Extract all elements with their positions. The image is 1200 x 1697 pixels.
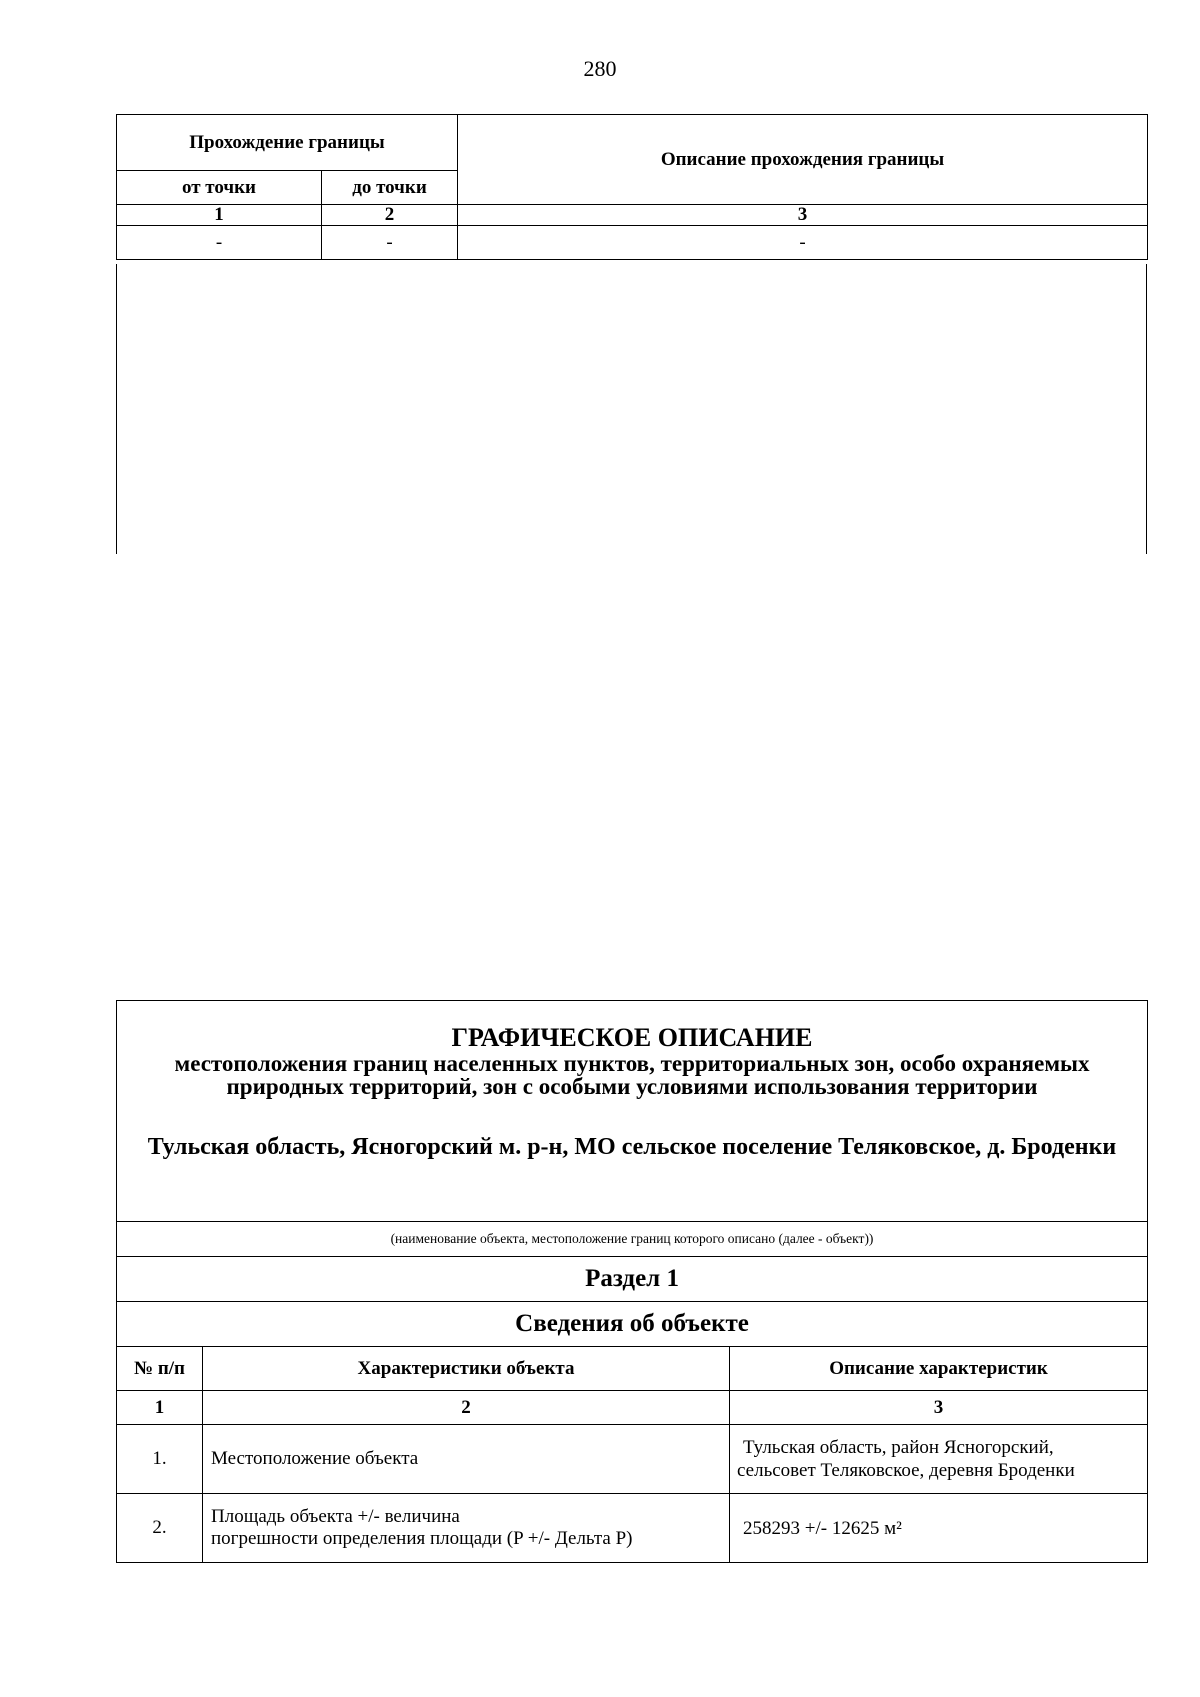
object-location-title: Тульская область, Ясногорский м. р-н, МО сельское поселение Теляковское, д. Броденки bbox=[147, 1134, 1117, 1160]
boundary-table-empty-area bbox=[116, 264, 1147, 554]
column-header-description: Описание характеристик bbox=[730, 1347, 1148, 1391]
section-heading: Раздел 1 bbox=[117, 1257, 1148, 1302]
table-cell: - bbox=[322, 226, 458, 260]
object-caption: (наименование объекта, местоположение границ которого описано (далее - объект)) bbox=[117, 1222, 1148, 1257]
header-to-point: до точки bbox=[322, 171, 458, 205]
row-description: 258293 +/- 12625 м² bbox=[730, 1494, 1148, 1563]
column-header-number: № п/п bbox=[117, 1347, 203, 1391]
table-cell: - bbox=[458, 226, 1148, 260]
column-number: 3 bbox=[730, 1391, 1148, 1425]
column-number: 1 bbox=[117, 1391, 203, 1425]
table-row bbox=[117, 1425, 1148, 1494]
header-boundary-description: Описание прохождения границы bbox=[458, 115, 1148, 205]
row-characteristic-line: Площадь объекта +/- величина bbox=[211, 1506, 460, 1527]
row-description bbox=[730, 1425, 1148, 1494]
object-info-table bbox=[116, 1000, 1148, 1563]
page-number: 280 bbox=[583, 56, 617, 81]
row-description-line: сельсовет Теляковское, деревня Броденки bbox=[737, 1460, 1075, 1481]
row-number: 2. bbox=[117, 1494, 203, 1563]
table-row bbox=[117, 1494, 1148, 1563]
row-characteristic: Местоположение объекта bbox=[203, 1425, 730, 1494]
column-number: 2 bbox=[322, 205, 458, 226]
row-description-line: Тульская область, район Ясногорский, bbox=[743, 1437, 1054, 1458]
section-title: Сведения об объекте bbox=[117, 1302, 1148, 1347]
column-number: 2 bbox=[203, 1391, 730, 1425]
table-cell: - bbox=[117, 226, 322, 260]
row-characteristic-line: погрешности определения площади (P +/- Дельта P) bbox=[211, 1528, 633, 1549]
header-from-point: от точки bbox=[117, 171, 322, 205]
column-number: 1 bbox=[117, 205, 322, 226]
row-characteristic bbox=[203, 1494, 730, 1563]
document-header bbox=[117, 1001, 1148, 1222]
row-number: 1. bbox=[117, 1425, 203, 1494]
document-title: ГРАФИЧЕСКОЕ ОПИСАНИЕ bbox=[451, 1023, 813, 1052]
boundary-table bbox=[116, 114, 1148, 260]
header-boundary-passage: Прохождение границы bbox=[117, 115, 458, 171]
column-number: 3 bbox=[458, 205, 1148, 226]
column-header-characteristics: Характеристики объекта bbox=[203, 1347, 730, 1391]
document-subtitle: местоположения границ населенных пунктов, территориальных зон, особо охраняемых природных территорий, зон с особыми условиями использования территории bbox=[174, 1051, 1090, 1099]
